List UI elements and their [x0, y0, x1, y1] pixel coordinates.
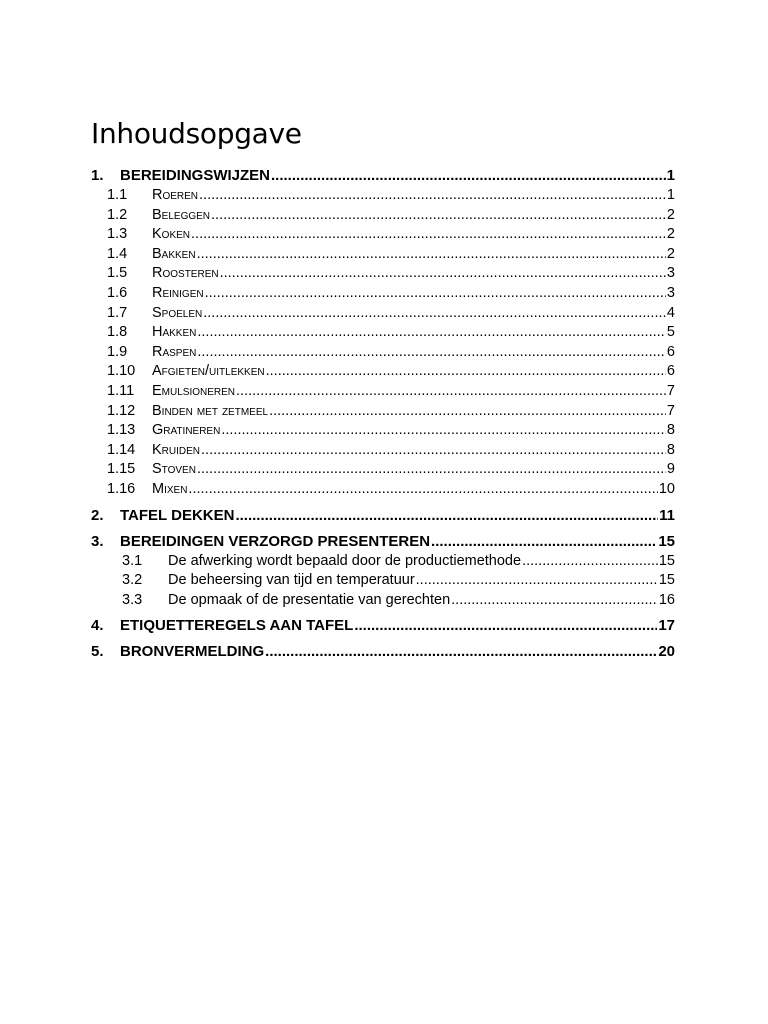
toc-entry-number: 1.12: [107, 402, 136, 419]
toc-entry-label: TAFEL DEKKEN: [120, 506, 235, 524]
toc-entry-label: Mixen: [152, 480, 188, 497]
dot-leader: [211, 206, 666, 226]
dot-leader: [266, 362, 666, 382]
dot-leader: [199, 186, 666, 206]
dot-leader: [220, 264, 666, 284]
toc-entry-number: 1.4: [107, 245, 128, 262]
toc-subsection-entry[interactable]: [91, 186, 675, 206]
dot-leader: [201, 441, 666, 461]
dot-leader: [203, 304, 666, 324]
toc-entry-label: Koken: [152, 226, 191, 243]
toc-subsection-entry[interactable]: [91, 206, 675, 226]
toc-entry-page-number: 20: [658, 643, 675, 661]
dot-leader: [416, 571, 658, 591]
toc-entry-number: 1.2: [107, 206, 128, 223]
toc-entry-page-number: 7: [666, 402, 675, 419]
table-of-contents: [91, 166, 675, 662]
toc-subsection-entry[interactable]: [91, 304, 675, 324]
toc-section-entry[interactable]: [91, 532, 675, 552]
dot-leader: [197, 323, 666, 343]
toc-entry-label: Emulsioneren: [152, 382, 236, 399]
toc-entry-page-number: 2: [666, 245, 675, 262]
toc-entry-page-number: 10: [658, 480, 675, 497]
toc-entry-number: 1.13: [107, 422, 136, 439]
toc-entry-label: De opmaak of de presentatie van gerechten: [168, 591, 451, 608]
toc-section-entry[interactable]: [91, 616, 675, 636]
toc-entry-page-number: 15: [658, 532, 675, 550]
toc-entry-label: Reinigen: [152, 284, 204, 301]
dot-leader: [197, 245, 666, 265]
toc-entry-number: 2.: [91, 506, 104, 524]
toc-subsection-entry[interactable]: [91, 460, 675, 480]
toc-entry-page-number: 3: [666, 265, 675, 282]
toc-entry-page-number: 8: [666, 441, 675, 458]
toc-entry-label: De afwerking wordt bepaald door de productiemethode: [168, 552, 522, 569]
toc-entry-label: BEREIDINGEN VERZORGD PRESENTEREN: [120, 532, 431, 550]
dot-leader: [205, 284, 666, 304]
toc-entry-page-number: 8: [666, 422, 675, 439]
toc-subsection-entry[interactable]: [91, 362, 675, 382]
toc-entry-page-number: 3: [666, 284, 675, 301]
toc-entry-label: Hakken: [152, 324, 197, 341]
toc-entry-label: Roosteren: [152, 265, 219, 282]
toc-subsection-entry[interactable]: [91, 245, 675, 265]
toc-entry-page-number: 2: [666, 206, 675, 223]
toc-entry-number: 1.6: [107, 284, 128, 301]
toc-entry-number: 1.3: [107, 226, 128, 243]
toc-subsection-entry[interactable]: [91, 402, 675, 422]
toc-entry-label: Beleggen: [152, 206, 211, 223]
toc-subsection-entry[interactable]: [91, 284, 675, 304]
toc-entry-number: 1.15: [107, 461, 136, 478]
toc-entry-number: 1.14: [107, 441, 136, 458]
toc-entry-label: Roeren: [152, 187, 199, 203]
toc-entry-number: 3.1: [122, 552, 143, 569]
toc-entry-number: 5.: [91, 643, 104, 661]
toc-entry-page-number: 6: [666, 343, 675, 360]
toc-entry-page-number: 9: [666, 461, 675, 478]
toc-entry-number: 1.5: [107, 265, 128, 282]
toc-subsection-entry[interactable]: [91, 323, 675, 343]
toc-entry-number: 1.8: [107, 324, 128, 341]
dot-leader: [235, 506, 658, 526]
toc-entry-page-number: 2: [666, 226, 675, 243]
toc-entry-label: ETIQUETTEREGELS AAN TAFEL: [120, 617, 354, 635]
toc-entry-number: 1.16: [107, 480, 136, 497]
dot-leader: [354, 616, 657, 636]
toc-entry-label: Gratineren: [152, 422, 221, 439]
toc-entry-number: 3.2: [122, 572, 143, 589]
toc-subsection-entry[interactable]: [91, 552, 675, 572]
dot-leader: [451, 591, 658, 611]
toc-entry-number: 1.1: [107, 187, 128, 203]
toc-subsection-entry[interactable]: [91, 225, 675, 245]
toc-entry-page-number: 1: [666, 167, 675, 184]
toc-entry-label: Stoven: [152, 461, 196, 478]
toc-entry-label: Binden met zetmeel: [152, 402, 269, 419]
toc-subsection-entry[interactable]: [91, 421, 675, 441]
toc-entry-label: De beheersing van tijd en temperatuur: [168, 572, 415, 589]
toc-entry-page-number: 5: [666, 324, 675, 341]
toc-entry-label: BEREIDINGSWIJZEN: [120, 167, 271, 184]
toc-entry-label: Kruiden: [152, 441, 201, 458]
page-title: Inhoudsopgave: [91, 117, 302, 150]
toc-entry-page-number: 15: [658, 552, 675, 569]
toc-entry-number: 4.: [91, 617, 104, 635]
toc-section-entry[interactable]: [91, 642, 675, 662]
toc-subsection-entry[interactable]: [91, 382, 675, 402]
toc-entry-number: 1.: [91, 167, 104, 184]
dot-leader: [221, 421, 666, 441]
toc-section-entry[interactable]: [91, 166, 675, 186]
toc-entry-page-number: 16: [658, 591, 675, 608]
toc-entry-page-number: 17: [658, 617, 675, 635]
toc-entry-number: 3.: [91, 532, 104, 550]
toc-entry-label: Raspen: [152, 343, 197, 360]
dot-leader: [522, 552, 658, 572]
toc-entry-page-number: 6: [666, 363, 675, 380]
toc-entry-number: 1.7: [107, 304, 128, 321]
toc-subsection-entry[interactable]: [91, 441, 675, 461]
toc-entry-label: BRONVERMELDING: [120, 643, 265, 661]
dot-leader: [269, 402, 666, 422]
dot-leader: [197, 343, 666, 363]
toc-entry-label: Bakken: [152, 245, 196, 262]
toc-subsection-entry[interactable]: [91, 480, 675, 500]
toc-entry-page-number: 7: [666, 382, 675, 399]
toc-entry-page-number: 15: [658, 572, 675, 589]
dot-leader: [188, 480, 657, 500]
toc-entry-page-number: 4: [666, 304, 675, 321]
toc-entry-page-number: 1: [666, 187, 675, 203]
dot-leader: [191, 225, 666, 245]
toc-subsection-entry[interactable]: [91, 343, 675, 363]
dot-leader: [197, 460, 666, 480]
toc-entry-number: 1.11: [107, 382, 135, 399]
toc-entry-number: 1.10: [107, 363, 136, 380]
toc-entry-page-number: 11: [659, 506, 675, 524]
dot-leader: [236, 382, 666, 402]
toc-section-entry[interactable]: [91, 506, 675, 526]
dot-leader: [265, 642, 657, 662]
toc-entry-number: 3.3: [122, 591, 143, 608]
toc-entry-label: Spoelen: [152, 304, 203, 321]
dot-leader: [431, 532, 657, 552]
toc-entry-number: 1.9: [107, 343, 128, 360]
toc-subsection-entry[interactable]: [91, 591, 675, 611]
dot-leader: [271, 166, 666, 186]
toc-entry-label: Afgieten/uitlekken: [152, 363, 265, 380]
toc-subsection-entry[interactable]: [91, 264, 675, 284]
toc-subsection-entry[interactable]: [91, 571, 675, 591]
